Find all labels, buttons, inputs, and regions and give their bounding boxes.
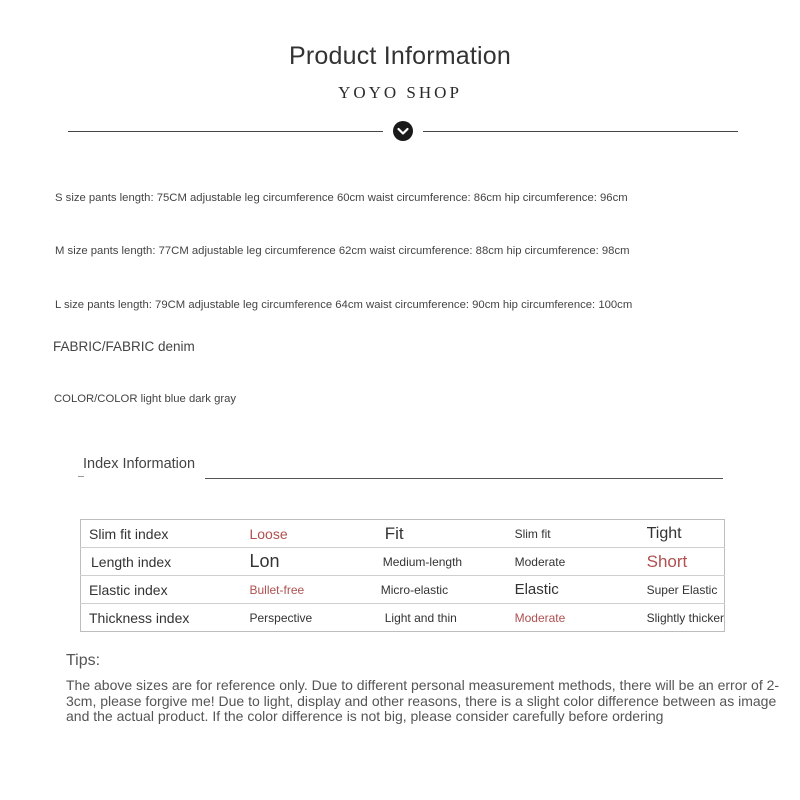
option-cell: Lon [241, 548, 372, 576]
fabric-info: FABRIC/FABRIC denim [53, 339, 195, 354]
option-cell: Micro-elastic [373, 576, 505, 604]
table-row [81, 548, 725, 576]
table-row [81, 520, 725, 548]
index-divider [205, 478, 723, 479]
row-label: Thickness index [89, 609, 190, 626]
option-cell: Bullet-free [241, 576, 372, 604]
index-table [80, 519, 725, 632]
option-cell: Slightly thicker [646, 610, 724, 625]
option-cell: Elastic [505, 576, 635, 604]
spec-size-m: M size pants length: 77CM adjustable leg circumference 62cm waist circumference: 88cm hip circumference: 98cm [55, 245, 630, 257]
option-cell: Medium-length [373, 548, 505, 576]
option-cell: Short [635, 548, 725, 576]
shop-name: YOYO SHOP [338, 83, 462, 102]
divider-right [423, 131, 738, 132]
tips-title: Tips: [66, 652, 101, 669]
option-cell: Super Elastic [635, 576, 725, 604]
option-cell: Moderate [505, 548, 635, 576]
table-row [81, 604, 725, 632]
table-row [81, 576, 725, 604]
option-cell: Perspective [249, 610, 313, 625]
option-cell: Loose [241, 520, 372, 548]
option-cell: Tight [635, 520, 725, 548]
option-cell: Light and thin [384, 610, 457, 625]
spec-size-l: L size pants length: 79CM adjustable leg circumference 64cm waist circumference: 90cm hip circumference: 100cm [55, 299, 633, 311]
row-label: Length index [81, 548, 242, 576]
option-cell: Fit [373, 520, 505, 548]
page-title: Product Information [289, 42, 511, 70]
option-cell: Slim fit [505, 520, 635, 548]
index-section-title: Index Information [83, 456, 196, 472]
index-divider-mark [78, 476, 84, 477]
row-label: Slim fit index [81, 520, 242, 548]
divider-left [68, 131, 383, 132]
option-cell: Moderate [514, 610, 566, 625]
row-label: Elastic index [81, 576, 242, 604]
color-info: COLOR/COLOR light blue dark gray [54, 393, 237, 405]
tips-body: The above sizes are for reference only. Due to different personal measurement methods, there will be an error of 2-3cm, please forgive me! Due to light, display and other reasons, there is a slight color difference between as image and the actual product. If the color difference is not big, please consider carefully before ordering [66, 677, 780, 724]
chevron-down-icon [393, 121, 413, 141]
spec-size-s: S size pants length: 75CM adjustable leg circumference 60cm waist circumference: 86cm hip circumference: 96cm [55, 192, 628, 204]
